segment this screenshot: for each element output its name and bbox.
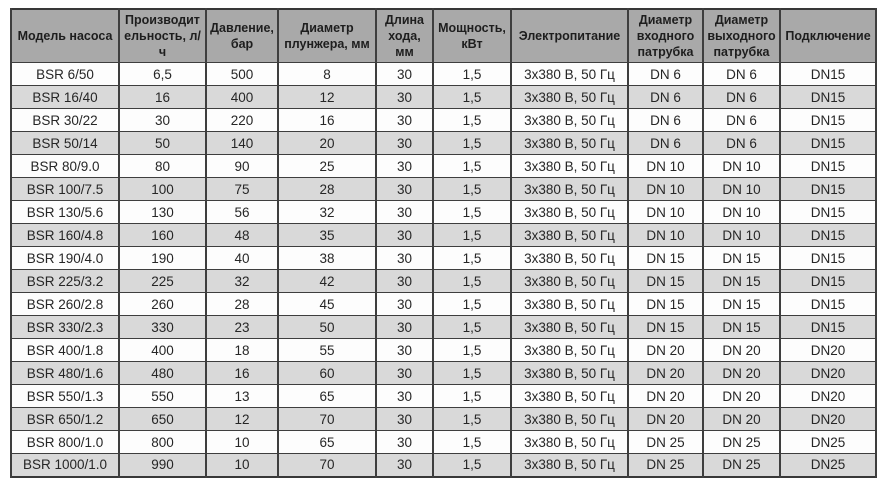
table-row [11,362,876,385]
value-cell: 400 [119,339,206,362]
value-cell: DN 20 [628,385,703,408]
value-cell: 3x380 В, 50 Гц [511,109,628,132]
value-cell: 3x380 В, 50 Гц [511,454,628,477]
value-cell: 330 [119,316,206,339]
value-cell: 28 [206,293,278,316]
value-cell: 1,5 [433,201,511,224]
value-cell: DN 25 [628,431,703,454]
value-cell: 60 [278,362,376,385]
value-cell: DN 15 [628,316,703,339]
value-cell: 30 [376,362,433,385]
value-cell: 1,5 [433,316,511,339]
value-cell: DN20 [780,385,876,408]
value-cell: DN15 [780,247,876,270]
table-row [11,270,876,293]
value-cell: 3x380 В, 50 Гц [511,431,628,454]
value-cell: DN 20 [628,339,703,362]
value-cell: DN 6 [628,86,703,109]
value-cell: 30 [119,109,206,132]
value-cell: DN 10 [628,224,703,247]
value-cell: DN 6 [628,132,703,155]
value-cell: DN 15 [628,270,703,293]
table-header [11,9,876,63]
value-cell: DN15 [780,201,876,224]
value-cell: 20 [278,132,376,155]
value-cell: 3x380 В, 50 Гц [511,270,628,293]
value-cell: 225 [119,270,206,293]
value-cell: DN 6 [703,86,780,109]
value-cell: 30 [376,155,433,178]
value-cell: 550 [119,385,206,408]
model-cell: BSR 100/7.5 [11,178,119,201]
value-cell: DN 15 [703,247,780,270]
value-cell: DN 25 [703,431,780,454]
value-cell: DN 15 [628,293,703,316]
value-cell: 48 [206,224,278,247]
value-cell: DN 25 [628,454,703,477]
value-cell: 30 [376,109,433,132]
model-cell: BSR 260/2.8 [11,293,119,316]
value-cell: 30 [376,132,433,155]
model-cell: BSR 50/14 [11,132,119,155]
table-row [11,339,876,362]
value-cell: 30 [376,339,433,362]
value-cell: 16 [119,86,206,109]
value-cell: DN 10 [703,224,780,247]
value-cell: 1,5 [433,86,511,109]
value-cell: 30 [376,201,433,224]
value-cell: 1,5 [433,408,511,431]
value-cell: DN15 [780,132,876,155]
value-cell: DN15 [780,316,876,339]
value-cell: DN15 [780,155,876,178]
value-cell: 1,5 [433,339,511,362]
table-row [11,86,876,109]
value-cell: 3x380 В, 50 Гц [511,86,628,109]
value-cell: 1,5 [433,385,511,408]
value-cell: 50 [119,132,206,155]
model-cell: BSR 6/50 [11,63,119,86]
value-cell: 40 [206,247,278,270]
value-cell: DN 15 [703,293,780,316]
model-cell: BSR 1000/1.0 [11,454,119,477]
value-cell: 1,5 [433,247,511,270]
value-cell: 32 [278,201,376,224]
value-cell: 30 [376,408,433,431]
column-header: Мощность, кВт [433,9,511,63]
value-cell: 400 [206,86,278,109]
value-cell: 1,5 [433,224,511,247]
value-cell: DN 6 [703,132,780,155]
model-cell: BSR 480/1.6 [11,362,119,385]
value-cell: 1,5 [433,454,511,477]
value-cell: 3x380 В, 50 Гц [511,339,628,362]
value-cell: 25 [278,155,376,178]
value-cell: 1,5 [433,431,511,454]
value-cell: DN 20 [703,385,780,408]
value-cell: 35 [278,224,376,247]
value-cell: 1,5 [433,132,511,155]
value-cell: 80 [119,155,206,178]
value-cell: 65 [278,431,376,454]
value-cell: 260 [119,293,206,316]
value-cell: 3x380 В, 50 Гц [511,408,628,431]
column-header: Модель насоса [11,9,119,63]
value-cell: 480 [119,362,206,385]
value-cell: 3x380 В, 50 Гц [511,132,628,155]
model-cell: BSR 330/2.3 [11,316,119,339]
value-cell: 130 [119,201,206,224]
value-cell: 990 [119,454,206,477]
value-cell: DN20 [780,362,876,385]
value-cell: DN 20 [703,339,780,362]
model-cell: BSR 550/1.3 [11,385,119,408]
model-cell: BSR 30/22 [11,109,119,132]
value-cell: 1,5 [433,270,511,293]
table-row [11,178,876,201]
column-header: Диаметр входного патрубка [628,9,703,63]
value-cell: 1,5 [433,293,511,316]
column-header: Диаметр выходного патрубка [703,9,780,63]
value-cell: 3x380 В, 50 Гц [511,293,628,316]
table-row [11,385,876,408]
value-cell: 140 [206,132,278,155]
value-cell: 30 [376,86,433,109]
table-row [11,431,876,454]
value-cell: DN 20 [703,362,780,385]
value-cell: 55 [278,339,376,362]
table-row [11,408,876,431]
value-cell: 70 [278,454,376,477]
value-cell: 30 [376,178,433,201]
value-cell: 50 [278,316,376,339]
column-header: Диаметр плунжера, мм [278,9,376,63]
value-cell: 3x380 В, 50 Гц [511,385,628,408]
value-cell: 56 [206,201,278,224]
value-cell: DN 20 [628,408,703,431]
value-cell: 23 [206,316,278,339]
value-cell: DN 10 [628,178,703,201]
value-cell: 3x380 В, 50 Гц [511,155,628,178]
value-cell: DN15 [780,86,876,109]
value-cell: 42 [278,270,376,293]
value-cell: DN15 [780,224,876,247]
value-cell: 30 [376,385,433,408]
value-cell: DN15 [780,178,876,201]
value-cell: 3x380 В, 50 Гц [511,316,628,339]
value-cell: DN 10 [703,178,780,201]
value-cell: 30 [376,63,433,86]
value-cell: 90 [206,155,278,178]
column-header: Электропитание [511,9,628,63]
table-row [11,109,876,132]
model-cell: BSR 160/4.8 [11,224,119,247]
column-header: Давление, бар [206,9,278,63]
value-cell: 1,5 [433,155,511,178]
table-body [11,63,876,477]
model-cell: BSR 16/40 [11,86,119,109]
model-cell: BSR 130/5.6 [11,201,119,224]
value-cell: 28 [278,178,376,201]
model-cell: BSR 190/4.0 [11,247,119,270]
value-cell: 650 [119,408,206,431]
value-cell: DN 15 [703,316,780,339]
value-cell: DN 15 [703,270,780,293]
model-cell: BSR 650/1.2 [11,408,119,431]
value-cell: DN15 [780,270,876,293]
value-cell: DN15 [780,63,876,86]
value-cell: 1,5 [433,109,511,132]
header-row [11,9,876,63]
model-cell: BSR 80/9.0 [11,155,119,178]
table-row [11,224,876,247]
value-cell: 800 [119,431,206,454]
value-cell: 10 [206,431,278,454]
value-cell: 30 [376,247,433,270]
value-cell: 3x380 В, 50 Гц [511,63,628,86]
value-cell: 16 [206,362,278,385]
table-row [11,316,876,339]
value-cell: 3x380 В, 50 Гц [511,224,628,247]
value-cell: DN 6 [628,63,703,86]
value-cell: 1,5 [433,178,511,201]
value-cell: 30 [376,316,433,339]
table-row [11,132,876,155]
value-cell: 30 [376,224,433,247]
value-cell: 8 [278,63,376,86]
value-cell: DN 6 [628,109,703,132]
model-cell: BSR 400/1.8 [11,339,119,362]
value-cell: DN 10 [703,155,780,178]
value-cell: 3x380 В, 50 Гц [511,362,628,385]
value-cell: 1,5 [433,362,511,385]
value-cell: 30 [376,431,433,454]
value-cell: 45 [278,293,376,316]
value-cell: 190 [119,247,206,270]
value-cell: 500 [206,63,278,86]
value-cell: 75 [206,178,278,201]
value-cell: 30 [376,270,433,293]
value-cell: DN15 [780,293,876,316]
value-cell: DN 10 [703,201,780,224]
table-row [11,201,876,224]
value-cell: 10 [206,454,278,477]
value-cell: 30 [376,293,433,316]
table-row [11,63,876,86]
value-cell: 70 [278,408,376,431]
table-row [11,293,876,316]
value-cell: 160 [119,224,206,247]
value-cell: 16 [278,109,376,132]
value-cell: DN 6 [703,109,780,132]
value-cell: 12 [278,86,376,109]
value-cell: 65 [278,385,376,408]
column-header: Подключение [780,9,876,63]
value-cell: 18 [206,339,278,362]
value-cell: DN15 [780,109,876,132]
value-cell: 3x380 В, 50 Гц [511,201,628,224]
value-cell: DN 25 [703,454,780,477]
value-cell: 3x380 В, 50 Гц [511,247,628,270]
value-cell: DN 10 [628,155,703,178]
value-cell: DN 10 [628,201,703,224]
value-cell: DN20 [780,339,876,362]
table-row [11,454,876,477]
value-cell: DN 15 [628,247,703,270]
value-cell: 220 [206,109,278,132]
model-cell: BSR 800/1.0 [11,431,119,454]
pump-spec-table [10,8,877,478]
model-cell: BSR 225/3.2 [11,270,119,293]
value-cell: 12 [206,408,278,431]
value-cell: DN25 [780,454,876,477]
value-cell: 100 [119,178,206,201]
value-cell: 6,5 [119,63,206,86]
value-cell: 13 [206,385,278,408]
value-cell: 3x380 В, 50 Гц [511,178,628,201]
column-header: Производительность, л/ч [119,9,206,63]
value-cell: DN 20 [703,408,780,431]
table-row [11,247,876,270]
value-cell: 1,5 [433,63,511,86]
value-cell: 30 [376,454,433,477]
value-cell: DN20 [780,408,876,431]
value-cell: DN 6 [703,63,780,86]
value-cell: 32 [206,270,278,293]
column-header: Длина хода, мм [376,9,433,63]
value-cell: DN 20 [628,362,703,385]
table-row [11,155,876,178]
value-cell: 38 [278,247,376,270]
value-cell: DN25 [780,431,876,454]
